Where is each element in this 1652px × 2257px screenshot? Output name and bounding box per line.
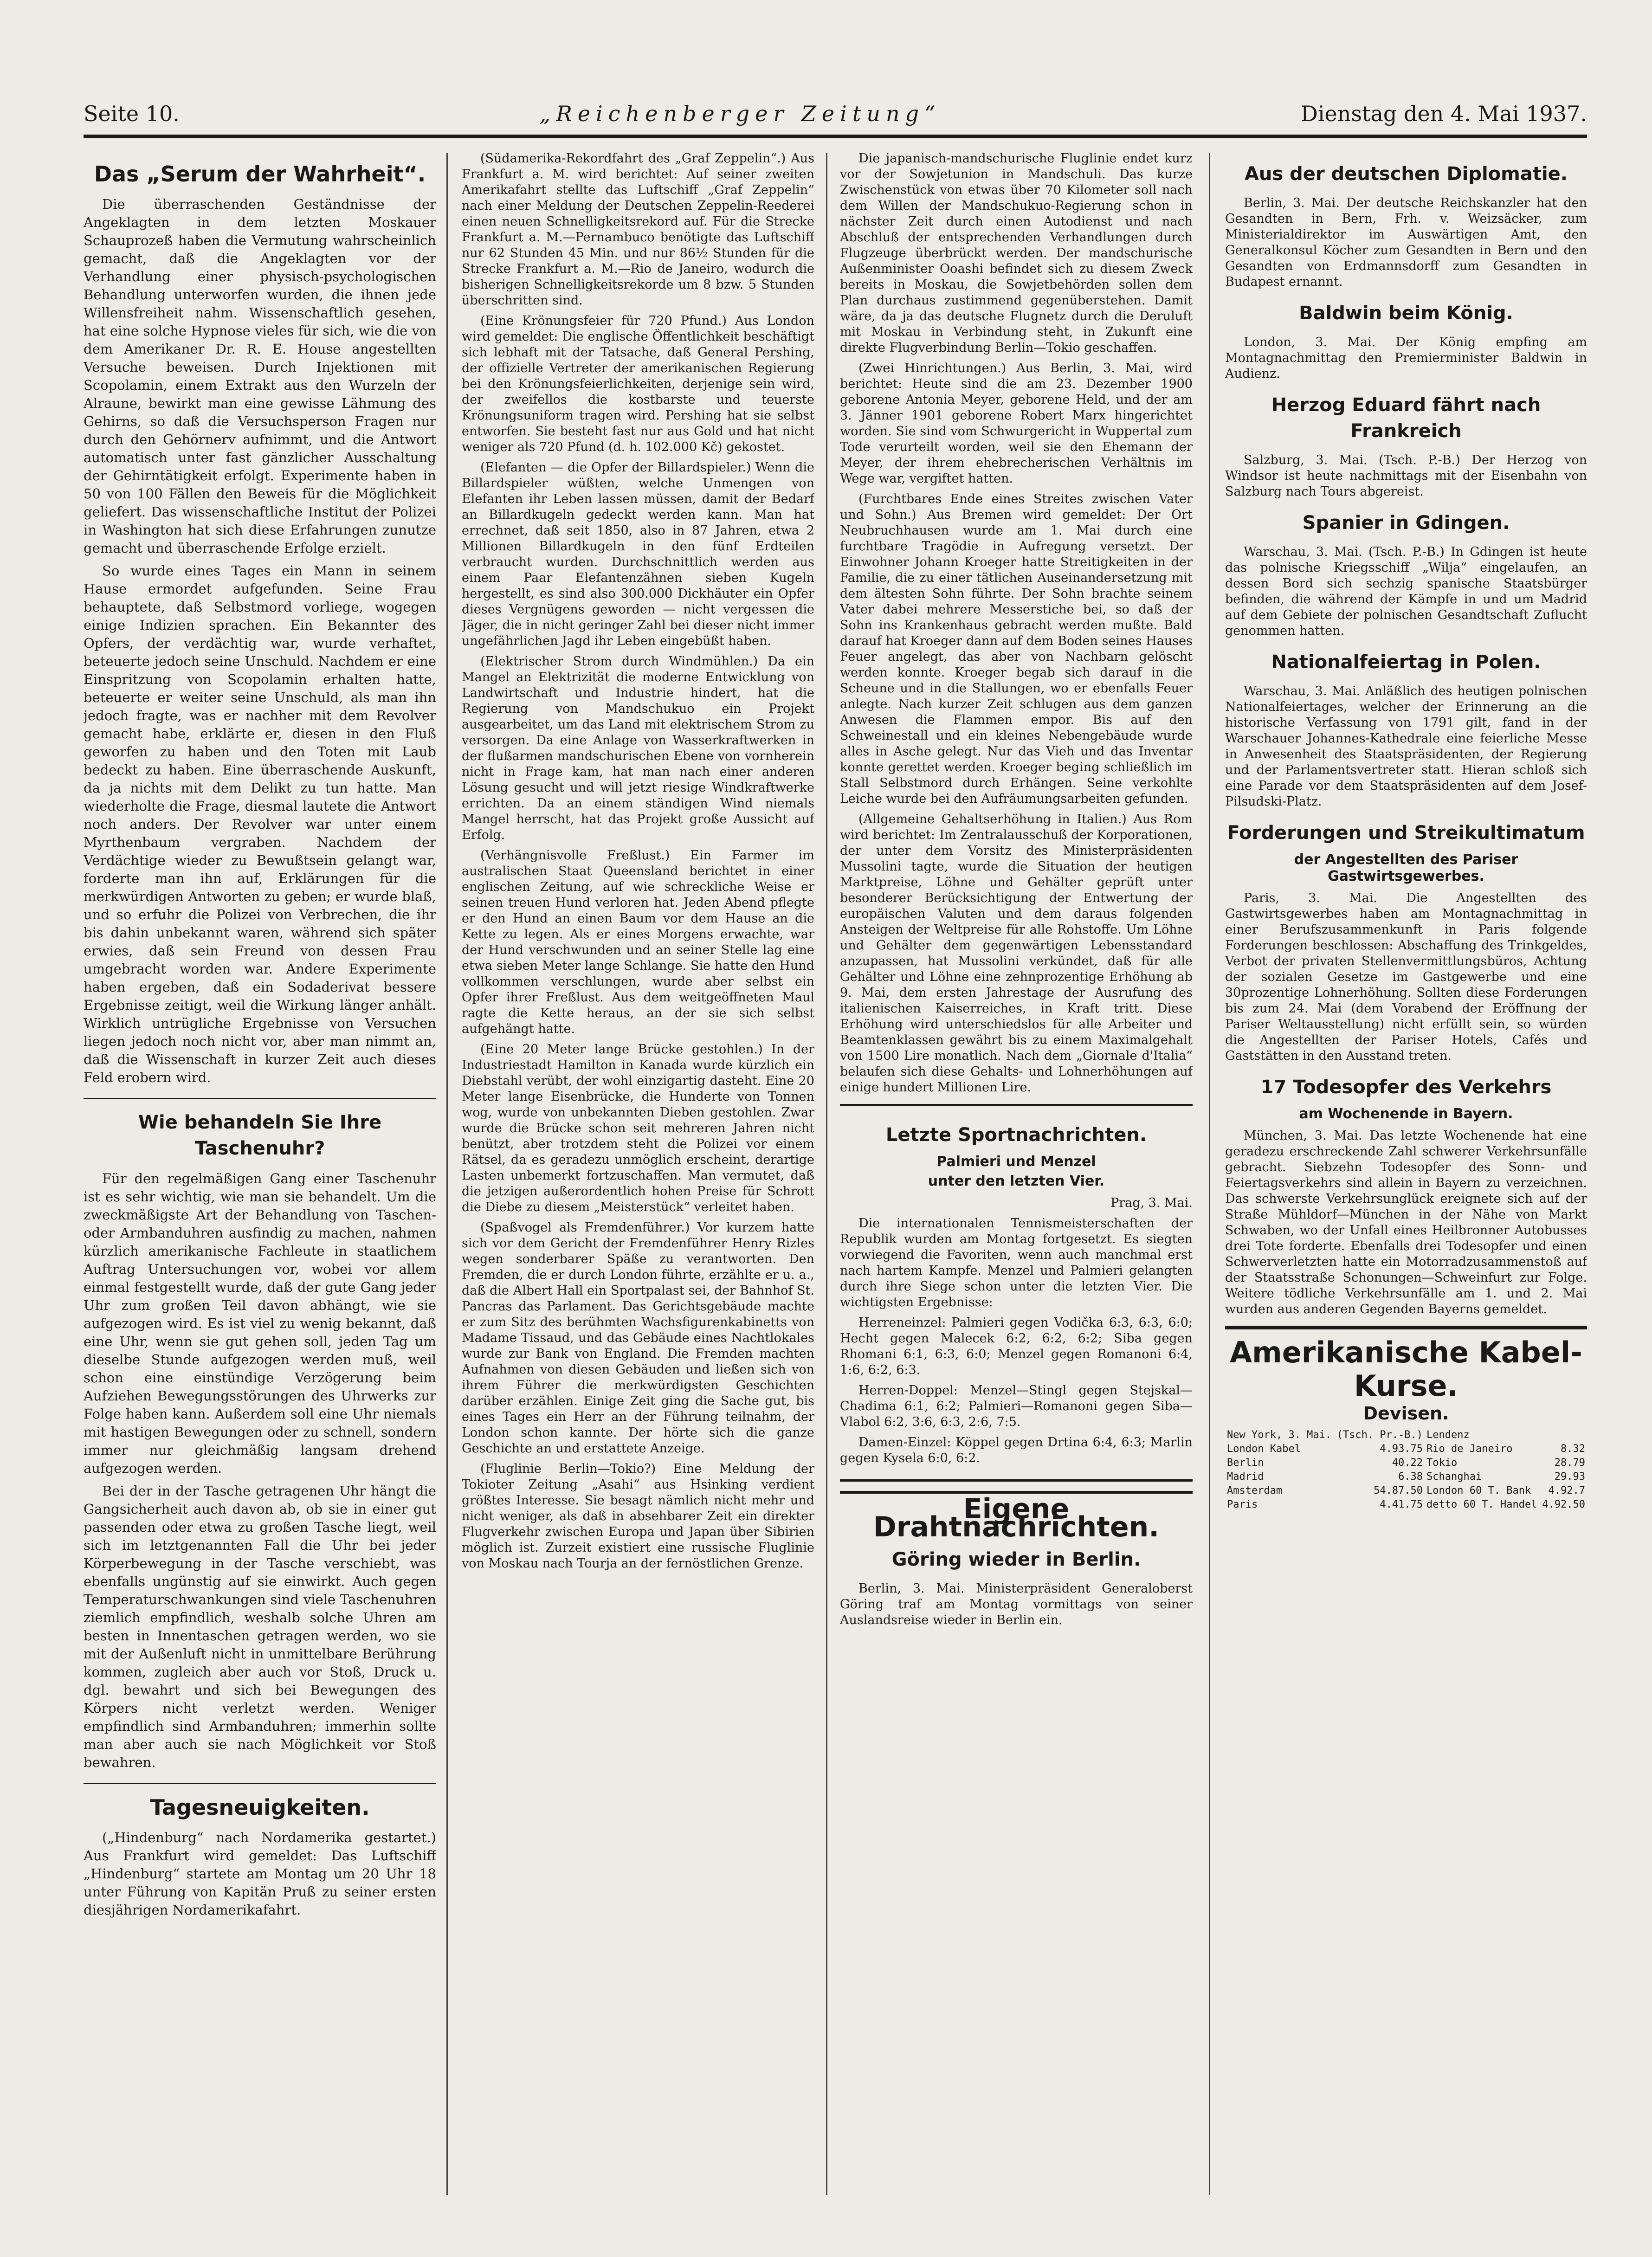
article-paragraph: Für den regelmäßigen Gang einer Taschenuhr ist es sehr wichtig, wie man sie behandelt. Um die zweckmäßigste Art der Behandlung von Taschen- oder Armbanduhren ausfindig zu machen, nahmen kürzlich amerikanische Fachleute in staatlichem Auftrag Untersuchungen vor, wobei vor allem einmal festgestellt wurde, daß der gute Gang jeder Uhr zum großen Teil davon abhängt, wie sie aufgezogen wird. Es ist viel zu wenig bekannt, daß eine Uhr, wenn sie gut gehen soll, jeden Tag um dieselbe Stunde aufgezogen werden muß, weil schon eine einstündige Verzögerung beim Aufziehen Bewegungsstörungen des Uhrwerks zur Folge haben kann. Außerdem soll eine Uhr niemals mit hastigen Bewegungen oder zu schnell, sondern immer nur gleichmäßig langsam drehend aufgezogen werden. <box>84 1171 436 1476</box>
article-paragraph: München, 3. Mai. Das letzte Wochenende hat eine geradezu erschreckende Zahl schwerer Verkehrsunfälle gebracht. Siebzehn Todesopfer des Sonn- und Feiertagsverkehrs sind allein in Bayern zu verzeichnen. Das schwerste Verkehrsunglück ereignete sich auf der Straße Mühldorf—München in der Nähe von Markt Schwaben, wo der Unfall eines Heilbronner Autobusses drei Tote forderte. Ebenfalls drei Todesopfer und einen Schwerverletzten hatte ein Motorradzusammenstoß auf der Staatsstraße Schonungen—Schweinfurt zur Folge. Weitere tödliche Verkehrsunfälle am 1. und 2. Mai wurden aus anderen Gegenden Bayerns gemeldet. <box>1225 1128 1587 1316</box>
newspaper-page <box>84 97 1587 2213</box>
kurse-cell: Rio de Janeiro <box>1426 1443 1513 1455</box>
column-divider <box>1209 153 1210 2195</box>
column-divider <box>826 153 827 2195</box>
news-item: (Elefanten — die Opfer der Billardspieler.) Wenn die Billardspieler wüßten, welche Unmengen von Elefanten ihr Leben lassen müssen, damit der Bedarf an Billardkugeln gedeckt werden kann. Man hat errechnet, daß seit 1850, also in 87 Jahren, etwa 2 Millionen Billardkugeln in den fünf Erdteilen verbraucht wurden. Durchschnittlich werden aus einem Paar Elefantenzähnen sieben Kugeln hergestellt, es sind also 300.000 Dickhäuter ein Opfer dieses Vergnügens geworden — nicht vergessen die Jäger, die in nicht geringer Zahl bei dieser nicht immer ungefährlichen Jagd ihr Leben eingebüßt haben. <box>462 460 814 648</box>
kurse-cell: Paris <box>1227 1499 1258 1510</box>
kurse-cell: London Kabel <box>1227 1443 1301 1455</box>
kurse-cell: 6.38 <box>1398 1471 1423 1483</box>
kurse-cell: 40.22 <box>1392 1457 1423 1469</box>
kurse-row <box>1225 1470 1587 1484</box>
kurse-cell: 54.87.50 <box>1374 1485 1423 1496</box>
sport-results: Damen-Einzel: Köppel gegen Drtina 6:4, 6:3; Marlin gegen Kysela 6:0, 6:2. <box>840 1435 1193 1465</box>
issue-date: Dienstag den 4. Mai 1937. <box>1300 101 1587 126</box>
article-title-herzog: Herzog Eduard fährt nach Frankreich <box>1271 394 1541 442</box>
article-title-diplomatie: Aus der deutschen Diplomatie. <box>1244 163 1568 185</box>
article-paragraph: („Hindenburg“ nach Nordamerika gestartet.) Aus Frankfurt wird gemeldet: Das Luftschiff „Hindenburg“ startete am Montag um 20 Uhr 18 unter Führung von Kapitän Pruß zu seiner ersten diesjährigen Nordamerikafahrt. <box>84 1830 436 1918</box>
column-divider <box>446 153 448 2195</box>
sport-results: Herreneinzel: Palmieri gegen Vodička 6:3, 6:3, 6:0; Hecht gegen Malecek 6:2, 6:2, 6:2; Siba gegen Rhomani 6:1, 6:3, 6:0; Menzel gegen Romanoni 6:4, 1:6, 6:2, 6:3. <box>840 1316 1193 1377</box>
article-title-baldwin: Baldwin beim König. <box>1299 303 1513 324</box>
kurse-table <box>1225 1428 1587 1512</box>
column-1 <box>84 151 436 2202</box>
article-subtitle-streik: der Angestellten des Pariser Gastwirtsgewerbes. <box>1294 851 1518 884</box>
sport-paragraph: Die internationalen Tennismeisterschaften der Republik wurden am Montag fortgesetzt. Es siegten vorwiegend die Favoriten, wenn auch manchmal erst nach hartem Kampfe. Menzel und Palmieri gelangten durch ihre Siege schon unter die letzten Vier. Die wichtigsten Ergebnisse: <box>840 1216 1193 1309</box>
kurse-cell: Berlin <box>1227 1457 1264 1469</box>
kurse-cell: 4.93.75 <box>1380 1443 1423 1455</box>
news-item: Die japanisch-mandschurische Fluglinie endet kurz vor der Sowjetunion in Mandschuli. Das kurze Zwischenstück von etwas über 70 Kilometer soll nach dem Willen der Mandschukuo-Regierung schon in nächster Zeit durch einen Autodienst und nach Abschluß der entsprechenden Verhandlungen durch Flugzeuge überbrückt werden. Der mandschurische Außenminister Ooashi befindet sich zu diesem Zweck bereits in Moskau, die Sowjetbehörden sollen dem Plan durchaus zustimmend gegenüberstehen. Damit wäre, da ja das deutsche Flugnetz durch die Deruluft mit Moskau in Verbindung steht, in Zukunft eine direkte Flugverbindung Berlin—Tokio geschaffen. <box>840 151 1193 355</box>
article-paragraph: Bei der in der Tasche getragenen Uhr hängt die Gangsicherheit auch davon ab, ob sie in einer gut passenden oder etwa zu großen Tasche liegt, weil sich im letztgenannten Fall die Uhr bei jeder Körperbewegung in der Tasche verschiebt, was ebenfalls ungünstig auf sie einwirkt. Auch gegen Temperaturschwankungen sind viele Taschenuhren ziemlich empfindlich, weshalb solche Uhren am besten in Innentaschen getragen werden, wo sie mit der Außenluft nicht in unmittelbare Berührung kommen, zugleich aber auch vor Stoß, Druck u. dgl. bewahrt und sich bei Bewegungen des Körpers nicht verletzt werden. Weniger empfindlich sind Armbanduhren; immerhin sollte man aber auch sie nach Möglichkeit vor Stoß bewahren. <box>84 1483 436 1770</box>
kurse-cell: Tokio <box>1426 1457 1458 1469</box>
divider <box>84 1783 436 1784</box>
kabel-kurse-title: Amerikanische Kabel-Kurse. <box>1225 1326 1587 1403</box>
column-3 <box>840 151 1193 2202</box>
sport-headline: Palmieri und Menzel <box>936 1154 1096 1170</box>
kurse-cell: 4.41.75 <box>1380 1499 1423 1510</box>
article-paragraph: Warschau, 3. Mai. (Tsch. P.-B.) In Gdingen ist heute das polnische Kriegsschiff „Wilja“ eingelaufen, an dessen Bord sich sechzig spanische Staatsbürger befinden, die während der Kämpfe in und um Madrid auf dem Gebiete der polnischen Gesandtschaft Zuflucht genommen hatten. <box>1225 545 1587 638</box>
news-item: (Zwei Hinrichtungen.) Aus Berlin, 3. Mai, wird berichtet: Heute sind die am 23. Dezember 1900 geborene Antonia Meyer, geborene Held, und der am 3. Jänner 1901 geborene Robert Marx hingerichtet worden. Sie sind vom Schwurgericht in Wuppertal zum Tode verurteilt worden, weil sie den Ehemann der Meyer, der ihrem ehebrecherischen Verhältnis im Wege war, vergiftet hatten. <box>840 361 1193 486</box>
news-item: (Elektrischer Strom durch Windmühlen.) Da ein Mangel an Elektrizität die moderne Entwicklung von Landwirtschaft und Industrie hindert, hat die Regierung von Mandschukuo ein Projekt ausgearbeitet, um das Land mit elektrischem Strom zu versorgen. Da eine Anlage von Wasserkraftwerken in der flußarmen mandschurischen Ebene von vornherein nicht in Frage kam, hat man nach einer anderen Lösung gesucht und will jetzt riesige Windkraftwerke errichten. Da an einem ständigen Wind niemals Mangel herrscht, hat das Projekt große Aussicht auf Erfolg. <box>462 654 814 842</box>
divider <box>84 1098 436 1099</box>
article-paragraph: Salzburg, 3. Mai. (Tsch. P.-B.) Der Herzog von Windsor ist heute nachmittags mit der Eisenbahn von Salzburg nach Tours abgereist. <box>1225 453 1587 499</box>
news-item: (Spaßvogel als Fremdenführer.) Vor kurzem hatte sich vor dem Gericht der Fremdenführer Henry Rizles wegen sonderbarer Späße zu verantworten. Den Fremden, die er durch London führte, erzählte er u. a., daß die Albert Hall ein Sportpalast sei, der Bahnhof St. Pancras das Parlament. Das Gerichtsgebäude machte er zum Sitz des berühmten Wachsfigurenkabinetts von Madame Tissaud, und das Gebäude eines Nachtlokales wurde zur Bank von England. Die Fremden machten Aufnahmen von diesen Gebäuden und ließen sich von ihrem Führer die merkwürdigsten Geschichten darüber erzählen. Einige Zeit ging die Sache gut, bis eines Tages ein Herr an der Führung teilnahm, der London schon kannte. Der hörte sich die ganze Geschichte an und erstattete Anzeige. <box>462 1220 814 1456</box>
kurse-row <box>1225 1498 1587 1512</box>
article-paragraph: Warschau, 3. Mai. Anläßlich des heutigen polnischen Nationalfeiertages, welcher der Erinnerung an die historische Verfassung von 1791 gilt, fand in der Warschauer Johannes-Kathedrale eine feierliche Messe in Anwesenheit des Staatspräsidenten, der Regierung und der Parlamentsvertreter statt. Hieran schloß sich eine Parade vor dem Staatspräsidenten auf dem Josef-Pilsudski-Platz. <box>1225 684 1587 809</box>
masthead-rule <box>84 135 1587 138</box>
news-item: (Eine 20 Meter lange Brücke gestohlen.) In der Industriestadt Hamilton in Kanada wurde kürzlich ein Diebstahl verübt, der wohl einzigartig dasteht. Eine 20 Meter lange Eisenbrücke, die Hunderte von Tonnen wog, wurde von unbekannten Dieben gestohlen. Zwar wurde die Brücke schon seit mehreren Jahren nicht benützt, aber trotzdem steht die Polizei vor einem Rätsel, da es geradezu unmöglich erscheint, derartige Lasten unbemerkt fortzuschaffen. Man vermutet, daß die jetzigen außerordentlich hohen Preise für Schrott die Diebe zu diesem „Meisterstück“ verleitet haben. <box>462 1042 814 1214</box>
page-number: Seite 10. <box>84 101 180 126</box>
kurse-row <box>1225 1442 1587 1456</box>
article-paragraph: Paris, 3. Mai. Die Angestellten des Gastwirtsgewerbes haben am Montagnachmittag in einer Berufszusammenkunft in Paris folgende Forderungen beschlossen: Abschaffung des Trinkgeldes, Verbot der privaten Stellenvermittlungsbüros, Achtung der sozialen Gesetze im Gastgewerbe und eine 30prozentige Lohnerhöhung. Sollten diese Forderungen bis zum 24. Mai (dem Vorabend der Eröffnung der Pariser Weltausstellung) nicht erfüllt sein, so würden die Angestellten der Pariser Hotels, Cafés und Gaststätten in den Ausstand treten. <box>1225 891 1587 1063</box>
kurse-cell: detto 60 T. Handel <box>1426 1499 1537 1510</box>
kurse-cell: 4.92.7 <box>1548 1485 1585 1496</box>
article-paragraph: Die überraschenden Geständnisse der Angeklagten in dem letzten Moskauer Schauprozeß haben die Vermutung wahrscheinlich gemacht, daß die Angeklagten vor der Verhandlung einer physisch-psychologischen Behandlung unterworfen wurden, die ihnen jede Willensfreiheit nahm. Wissenschaftlich gesehen, hat eine solche Hypnose vieles für sich, wie die von dem Amerikaner Dr. R. E. House angestellten Versuche beweisen. Durch Injektionen mit Scopolamin, einem Extrakt aus den Wurzeln der Alraune, bewirkt man eine gewisse Lähmung des Gehirns, so daß die Versuchsperson Fragen nur durch den Gehörnerv aufnimmt, und die Antwort automatisch unter fast gänzlicher Ausschaltung der Gehirntätigkeit erfolgt. Experimente haben in 50 von 100 Fällen den Beweis für die Möglichkeit geliefert. Das wissenschaftliche Institut der Polizei in Washington hat sich diese Erfahrungen zunutze gemacht und überraschende Erfolge erzielt. <box>84 196 436 556</box>
article-paragraph: Berlin, 3. Mai. Ministerpräsident Generaloberst Göring traf am Montag vormittags von seiner Auslandsreise wieder in Berlin ein. <box>840 1581 1193 1627</box>
news-item: (Eine Krönungsfeier für 720 Pfund.) Aus London wird gemeldet: Die englische Öffentlichkeit beschäftigt sich lebhaft mit der Tatsache, daß General Pershing, der offizielle Vertreter der amerikanischen Regierung bei den Krönungsfeierlichkeiten, derjenige sein wird, der zweifellos die kostbarste und teuerste Krönungsuniform tragen wird. Pershing hat sie selbst entworfen. Sie besteht fast nur aus Gold und hat nicht weniger als 720 Pfund (d. h. 102.000 Kč) gekostet. <box>462 314 814 454</box>
article-paragraph: Berlin, 3. Mai. Der deutsche Reichskanzler hat den Gesandten in Bern, Frh. v. Weizsäcker, zum Ministerialdirektor im Auswärtigen Amt, den Generalkonsul Köcher zum Gesandten in Bern und den Gesandten von Erdmannsdorff zum Gesandten in Budapest ernannt. <box>1225 196 1587 289</box>
sport-results: Herren-Doppel: Menzel—Stingl gegen Stejskal—Chadima 6:1, 6:2; Palmieri—Romanoni gegen Siba—Vlabol 6:2, 3:6, 6:3, 2:6, 7:5. <box>840 1383 1193 1429</box>
article-title-verkehr: 17 Todesopfer des Verkehrs <box>1260 1077 1552 1098</box>
kurse-cell: Schanghai <box>1426 1471 1482 1483</box>
kurse-cell: Madrid <box>1227 1471 1264 1483</box>
kurse-cell: Amsterdam <box>1227 1485 1283 1496</box>
kurse-cell: London 60 T. Bank <box>1426 1485 1531 1496</box>
article-paragraph: London, 3. Mai. Der König empfing am Montagnachmittag den Premierminister Baldwin in Audienz. <box>1225 335 1587 381</box>
section-title-tagesneuigkeiten: Tagesneuigkeiten. <box>150 1795 370 1820</box>
kurse-header-cell: New York, 3. Mai. <box>1227 1429 1332 1441</box>
kurse-row <box>1225 1456 1587 1470</box>
kurse-header-cell: Lendenz <box>1426 1429 1470 1441</box>
kurse-row <box>1225 1484 1587 1498</box>
newspaper-title: „Reichenberger Zeitung“ <box>539 101 941 126</box>
kurse-header-cell: (Tsch. Pr.-B.) <box>1336 1429 1423 1441</box>
kurse-cell: 29.93 <box>1554 1471 1585 1483</box>
article-title-goering: Göring wieder in Berlin. <box>891 1549 1141 1570</box>
article-title-serum: Das „Serum der Wahrheit“. <box>94 161 426 187</box>
kurse-header-row <box>1225 1428 1587 1442</box>
article-paragraph: So wurde eines Tages ein Mann in seinem Hause ermordet aufgefunden. Seine Frau behauptete, daß Selbstmord vorliege, wogegen einige Indizien sprachen. Ein Bekannter des Opfers, der verdächtig war, wurde verhaftet, beteuerte jedoch seine Unschuld. Nachdem er eine Einspritzung von Scopolamin erhalten hatte, beteuerte er weiter seine Unschuld, als man ihn jedoch fragte, was er nachher mit dem Revolver gemacht habe, erklärte er, diesen in den Fluß geworfen zu haben und den Toten mit Laub bedeckt zu haben. Eine überraschende Auskunft, da ja nichts mit dem Delikt zu tun hatte. Man wiederholte die Frage, diesmal lautete die Antwort noch anders. Der Revolver war unter einem Myrthenbaum vergraben. Nachdem der Verdächtige wieder zu Bewußtsein gelangt war, forderte man ihn auf, Erklärungen für die merkwürdigen Antworten zu geben; er wurde blaß, und so erfuhr die Polizei von Verbrechen, die ihr bis dahin unbekannt waren, während sich später erwies, daß sein Freund von dessen Frau umgebracht worden war. Andere Experimente haben ergeben, daß ein Sodaderivat bessere Ergebnisse zeitigt, weil die Wirkung länger anhält. Wirklich untrügliche Ergebnisse von Versuchen liegen jedoch noch nicht vor, aber man nimmt an, daß die Wissenschaft in kurzer Zeit auch dieses Feld erobern wird. <box>84 563 436 1085</box>
article-title-polen: Nationalfeiertag in Polen. <box>1271 651 1541 673</box>
masthead <box>84 97 1587 130</box>
news-item: (Verhängnisvolle Freßlust.) Ein Farmer im australischen Staat Queensland berichtet in einer englischen Zeitung, auf wie schreckliche Weise er seinen treuen Hund verloren hat. Jeden Abend pflegte er den Hund an einen Baum vor dem Hause an die Kette zu legen. Als er eines Morgens erwachte, war der Hund verschwunden und an seiner Stelle lag eine etwa sieben Meter lange Schlange. Sie hatte den Hund vollkommen verschlungen, wurde aber selbst ein Opfer ihrer Freßlust. Aus dem weitgeöffneten Maul ragte die Kette heraus, an der sie sich selbst aufgehängt hatte. <box>462 848 814 1036</box>
article-title-taschenuhr: Wie behandeln Sie Ihre Taschenuhr? <box>138 1112 382 1159</box>
sport-dateline: Prag, 3. Mai. <box>1110 1196 1193 1210</box>
news-item: (Allgemeine Gehaltserhöhung in Italien.) Aus Rom wird berichtet: Im Zentralausschuß der Korporationen, der unter dem Vorsitz des Ministerpräsidenten Mussolini tagte, wurde die Situation der heutigen Marktpreise, Löhne und Gehälter geprüft unter besonderer Berücksichtigung der Entwertung der europäischen Valuten und dem daraus folgenden Ansteigen der Weltpreise für alle Rohstoffe. Um Löhne und Gehälter dem gegenwärtigen Lebensstandard anzupassen, hat Mussolini verkündet, daß für alle Gehälter und Löhne eine zehnprozentige Erhöhung ab 9. Mai, dem ersten Jahrestage der Ausrufung des italienischen Kaiserreiches, in Kraft tritt. Diese Erhöhung wird unterschiedslos für alle Arbeiter und Beamtenklassen gewährt bis zu einem Maximalgehalt von 1500 Lire monatlich. Nach dem „Giornale d'Italia“ belaufen sich diese Gehalts- und Lohnerhöhungen auf einige hundert Millionen Lire. <box>840 812 1193 1095</box>
kurse-cell: 8.32 <box>1561 1443 1585 1455</box>
news-item: (Fluglinie Berlin—Tokio?) Eine Meldung der Tokioter Zeitung „Asahi“ aus Hsinking verdient größtes Interesse. Sie besagt nämlich nicht mehr und nicht weniger, als daß in absehbarer Zeit ein direkter Flugverkehr zwischen Europa und Japan über Sibirien möglich ist. Zurzeit existiert eine russische Fluglinie von Moskau nach Tourja an der fernöstlichen Grenze. <box>462 1462 814 1571</box>
news-item: (Furchtbares Ende eines Streites zwischen Vater und Sohn.) Aus Bremen wird gemeldet: Der Ort Neubruchhausen wurde am 1. Mai durch eine furchtbare Tragödie in Aufregung versetzt. Der Einwohner Johann Kroeger hatte Streitigkeiten in der Familie, die zu einer tätlichen Auseinandersetzung mit dem ältesten Sohn führte. Der Sohn brachte seinem Vater dabei mehrere Messerstiche bei, so daß der Sohn ins Krankenhaus gebracht werden mußte. Bald darauf hat Kroeger dann auf dem Boden seines Hauses Feuer angelegt, das aber von Nachbarn gelöscht werden konnte. Kroeger begab sich darauf in die Scheune und in die Stallungen, wo er ebenfalls Feuer anlegte. Nach kurzer Zeit schlugen aus dem ganzen Anwesen die Flammen empor. Bis auf den Schweinestall und ein kleines Nebengebäude wurde alles in Asche gelegt. Nur das Vieh und das Inventar konnte gerettet werden. Kroeger beging schließlich im Stall Selbstmord durch Erhängen. Seine verkohlte Leiche wurde bei den Aufräumungsarbeiten gefunden. <box>840 492 1193 806</box>
column-2 <box>462 151 814 2202</box>
kurse-cell: 28.79 <box>1554 1457 1585 1469</box>
article-title-spanier: Spanier in Gdingen. <box>1302 512 1510 534</box>
article-subtitle-verkehr: am Wochenende in Bayern. <box>1299 1106 1513 1122</box>
sport-subheadline: unter den letzten Vier. <box>928 1173 1105 1189</box>
column-4 <box>1225 151 1587 2202</box>
sport-box <box>840 1104 1193 1482</box>
drahtnachrichten-banner: Eigene Drahtnachrichten. <box>840 1491 1193 1536</box>
news-item: (Südamerika-Rekordfahrt des „Graf Zeppelin“.) Aus Frankfurt a. M. wird berichtet: Auf seiner zweiten Amerikafahrt stellte das Luftschiff „Graf Zeppelin“ nach einer Meldung der Deutschen Zeppelin-Reederei einen neuen Schnelligkeitsrekord auf. Für die Strecke Frankfurt a. M.—Pernambuco benötigte das Luftschiff nur 62 Stunden 45 Min. und nur 86½ Stunden für die Strecke Frankfurt a. M.—Rio de Janeiro, wodurch die bisherigen Schnelligkeitsrekorde um 8 bzw. 5 Stunden überschritten sind. <box>462 151 814 308</box>
article-title-streik: Forderungen und Streikultimatum <box>1227 822 1585 844</box>
kurse-cell: 4.92.50 <box>1542 1499 1585 1510</box>
sport-section-title: Letzte Sportnachrichten. <box>885 1124 1147 1146</box>
devisen-heading: Devisen. <box>1363 1403 1449 1424</box>
